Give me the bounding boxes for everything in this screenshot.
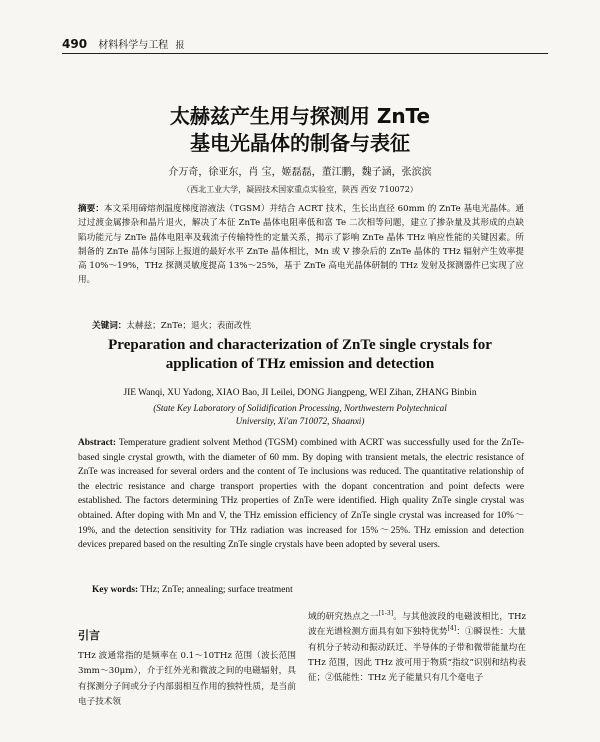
chinese-affiliation: （西北工业大学，凝固技术国家重点实验室，陕西 西安 710072） <box>182 185 418 194</box>
english-authors: JIE Wanqi, XU Yadong, XIAO Bao, JI Leilei, DONG Jiangpeng, WEI Zihan, ZHANG Binbin <box>123 388 477 398</box>
chinese-keywords <box>92 319 522 333</box>
chinese-authors: 介万奇，徐亚东，肖 宝，姬磊磊，董江鹏，魏子涵，张滨滨 <box>168 167 432 178</box>
chinese-abstract-label: 摘要： <box>78 204 104 214</box>
english-affiliation-line-2: University, Xi'an 710072, Shaanxi) <box>235 416 365 426</box>
english-abstract-text: Temperature gradient solvent Method (TGSM) combined with ACRT was successfully used for the ZnTe-based single crystal growth, with the diameter of 60 mm. By doping with transient metals, the electric resistance of ZnTe was increased for several orders and the content of Te inclusions was reduced. The quantitative relationship of the electric resistance and charge transport properties with the dopant concentration and point defects were established. The factors determining THz properties of ZnTe were identified. High quality ZnTe single crystal was obtained. After doping with Mn and V, the THz emission efficiency of ZnTe single crystal was increased for 10%～19%, and the detection sensitivity for THz radiation was increased for 15%～25%. THz emission and detection devices prepared based on the resulting ZnTe single crystals have been adopted by several users. <box>78 438 524 551</box>
chinese-title <box>70 103 530 157</box>
chinese-title-line-1: 太赫兹产生用与探测用 ZnTe <box>169 104 431 128</box>
english-title-line-2: application of THz emission and detection <box>165 356 435 372</box>
english-abstract <box>78 436 524 553</box>
chinese-keywords-label: 关键词： <box>92 321 127 331</box>
citation-ref-4: [4] <box>447 625 457 633</box>
header-rule <box>62 53 548 54</box>
page-number: 490 <box>62 37 88 51</box>
english-title <box>70 336 530 374</box>
running-header <box>62 36 562 52</box>
body-right-text-c: ：①瞬误性：大量有机分子转动和振动跃迁、半导体的子带和微带能量均在 THz 范围，因此 THz 波可用于物质“指纹”识别和结构表征；②低能性：THz 光子能量只有几个毫电子 <box>308 627 526 684</box>
chinese-title-line-2: 基电光晶体的制备与表征 <box>190 131 410 155</box>
body-column-left: THz 波通常指的是频率在 0.1～10THz 范围（波长范围 3mm～30μm），介于红外光和微波之间的电磁辐射，具有探测分子间或分子内部弱相互作用的独特性质，是当前电子技术领 <box>78 651 296 707</box>
english-keywords-label: Key words: <box>92 585 139 595</box>
citation-ref-1-3: [1-3] <box>378 610 394 618</box>
english-affiliation-line-1: (State Key Laboratory of Solidification Processing, Northwestern Polytechnical <box>153 403 447 413</box>
body-right-text-b: 。与其他波段的电磁波相比，THz 波在光谱检测方面具有如下独特优势 <box>308 612 526 638</box>
english-keywords <box>92 583 522 597</box>
english-title-line-1: Preparation and characterization of ZnTe single crystals for <box>108 337 492 353</box>
journal-mark: 报 <box>175 41 185 51</box>
journal-name: 材料科学与工程 <box>98 40 169 51</box>
english-affiliation <box>60 402 540 428</box>
chinese-abstract-text: 本文采用碲熔剂温度梯度溶液法（TGSM）并结合 ACRT 技术，生长出直径 60mm 的 ZnTe 基电光晶体。通过过渡金属掺杂和晶片退火，解决了本征 ZnTe 晶体电阻率低和富 Te 二次相等问题，建立了掺杂量及其形成的点缺陷功能元与 ZnTe 晶体电阻率及载流子传输特性的定量关系，揭示了影响 ZnTe 晶体 THz 响应性能的关键因素。所制备的 ZnTe 晶体与国际上报道的最好水平 ZnTe 晶体相比，Mn 或 V 掺杂后的 ZnTe 晶体的 THz 辐射产生效率提高 10%～19%，THz 探测灵敏度提高 13%～25%，基于 ZnTe 高电光晶体研制的 THz 发射及探测器件已实现了应用。 <box>78 204 524 286</box>
body-column-right <box>308 610 526 686</box>
chinese-abstract <box>78 202 524 288</box>
body-right-text-a: 域的研究热点之一 <box>308 612 379 622</box>
english-abstract-label: Abstract: <box>78 438 117 448</box>
chinese-keywords-text: 太赫兹；ZnTe；退火；表面改性 <box>126 321 252 331</box>
section-heading-introduction: 引言 <box>78 629 100 642</box>
english-keywords-text: THz; ZnTe; annealing; surface treatment <box>140 585 293 595</box>
